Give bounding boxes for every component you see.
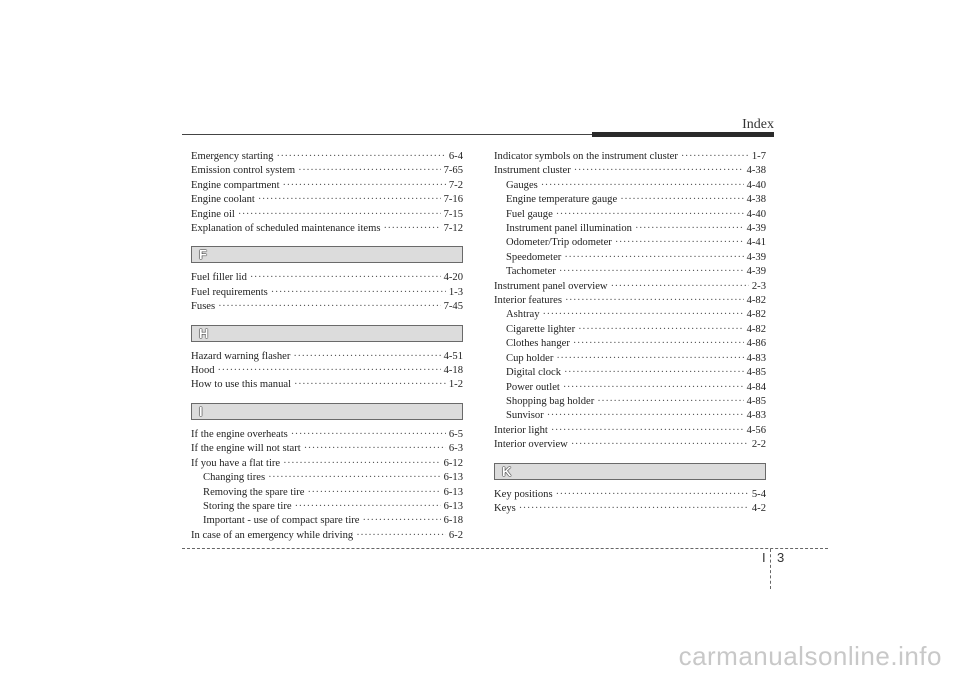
index-entry: If the engine will not start ····· 6-3 xyxy=(191,442,463,456)
index-entry: Interior features ····· 4-82 xyxy=(494,294,766,308)
right-column xyxy=(494,150,766,516)
group-k xyxy=(494,488,766,517)
index-subentry: Shopping bag holder ····· 4-85 xyxy=(494,395,766,409)
footer-divider xyxy=(770,549,771,589)
index-entry: Hazard warning flasher ····· 4-51 xyxy=(191,350,463,364)
footer-section-letter: I xyxy=(762,550,766,565)
index-subentry: Fuel gauge ····· 4-40 xyxy=(494,208,766,222)
index-subentry: Digital clock ····· 4-85 xyxy=(494,366,766,380)
index-subentry: Tachometer ····· 4-39 xyxy=(494,265,766,279)
index-subentry: Ashtray ····· 4-82 xyxy=(494,308,766,322)
footer-rule xyxy=(182,548,828,549)
index-subentry: Storing the spare tire ····· 6-13 xyxy=(191,500,463,514)
watermark: carmanualsonline.info xyxy=(678,641,942,671)
index-subentry: Odometer/Trip odometer ····· 4-41 xyxy=(494,236,766,250)
index-subentry: Sunvisor ····· 4-83 xyxy=(494,409,766,423)
index-entry: Emergency starting ····· 6-4 xyxy=(191,150,463,164)
index-entry: Fuel requirements ····· 1-3 xyxy=(191,286,463,300)
index-subentry: Cigarette lighter ····· 4-82 xyxy=(494,323,766,337)
index-entry: Key positions ····· 5-4 xyxy=(494,488,766,502)
index-subentry: Cup holder ····· 4-83 xyxy=(494,352,766,366)
index-entry: Hood ····· 4-18 xyxy=(191,364,463,378)
index-entry: Interior light ····· 4-56 xyxy=(494,424,766,438)
index-subentry: Power outlet ····· 4-84 xyxy=(494,381,766,395)
index-entry: If you have a flat tire ····· 6-12 xyxy=(191,457,463,471)
index-subentry: Removing the spare tire ····· 6-13 xyxy=(191,486,463,500)
index-entry: Interior overview ····· 2-2 xyxy=(494,438,766,452)
index-entry: Engine oil ····· 7-15 xyxy=(191,208,463,222)
section-header-i: I xyxy=(191,403,463,420)
section-header-k: K xyxy=(494,463,766,480)
index-subentry: Changing tires ····· 6-13 xyxy=(191,471,463,485)
index-entry: In case of an emergency while driving ····· 6-2 xyxy=(191,529,463,543)
index-subentry: Instrument panel illumination ····· 4-39 xyxy=(494,222,766,236)
index-subentry: Important - use of compact spare tire ····· 6-18 xyxy=(191,514,463,528)
group-i-right xyxy=(494,150,766,453)
index-entry: Instrument cluster ····· 4-38 xyxy=(494,164,766,178)
index-entry: How to use this manual ····· 1-2 xyxy=(191,378,463,392)
index-subentry: Speedometer ····· 4-39 xyxy=(494,251,766,265)
index-entry: Keys ····· 4-2 xyxy=(494,502,766,516)
index-entry: Instrument panel overview ····· 2-3 xyxy=(494,280,766,294)
index-entry: Engine compartment ····· 7-2 xyxy=(191,179,463,193)
index-entry: Emission control system ····· 7-65 xyxy=(191,164,463,178)
group-i-left xyxy=(191,428,463,543)
header-bar xyxy=(592,132,774,137)
index-subentry: Engine temperature gauge ····· 4-38 xyxy=(494,193,766,207)
index-entry: If the engine overheats ····· 6-5 xyxy=(191,428,463,442)
index-entry: Explanation of scheduled maintenance items ····· 7-12 xyxy=(191,222,463,236)
group-e xyxy=(191,150,463,236)
page-title: Index xyxy=(742,117,774,132)
footer-page-number: 3 xyxy=(777,550,785,565)
section-header-f: F xyxy=(191,246,463,263)
group-h xyxy=(191,350,463,393)
section-header-h: H xyxy=(191,325,463,342)
index-entry: Indicator symbols on the instrument cluster ····· 1-7 xyxy=(494,150,766,164)
left-column xyxy=(191,150,463,543)
index-subentry: Gauges ····· 4-40 xyxy=(494,179,766,193)
index-entry: Fuses ····· 7-45 xyxy=(191,300,463,314)
index-entry: Fuel filler lid ····· 4-20 xyxy=(191,271,463,285)
group-f xyxy=(191,271,463,314)
index-entry: Engine coolant ····· 7-16 xyxy=(191,193,463,207)
header-rule xyxy=(182,134,592,135)
index-subentry: Clothes hanger ····· 4-86 xyxy=(494,337,766,351)
